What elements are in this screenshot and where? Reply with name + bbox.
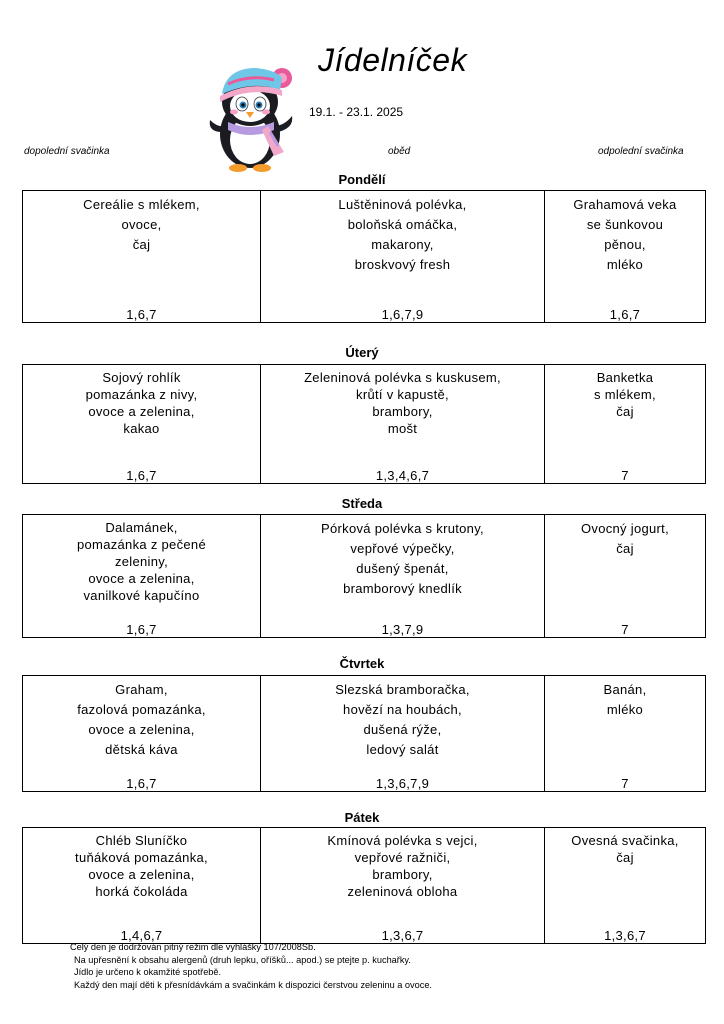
day-menu-table xyxy=(22,827,706,944)
allergen-codes: 1,3,6,7,9 xyxy=(375,776,430,791)
allergen-codes: 1,3,7,9 xyxy=(381,622,424,637)
menu-item: Cereálie s mlékem, xyxy=(83,197,200,212)
menu-item: horká čokoláda xyxy=(95,884,188,899)
page-title: Jídelníček xyxy=(318,42,468,78)
menu-item: Graham, xyxy=(115,682,168,697)
menu-item: brambory, xyxy=(372,867,433,882)
day-label: Pondělí xyxy=(338,172,386,187)
afternoon-cell xyxy=(545,191,706,323)
menu-item: čaj xyxy=(616,541,634,556)
morning-cell xyxy=(23,828,261,944)
allergen-codes: 1,6,7 xyxy=(126,468,157,483)
table-row xyxy=(23,365,706,484)
menu-item: vanilkové kapučíno xyxy=(83,588,200,603)
menu-item: Grahamová veka xyxy=(573,197,677,212)
morning-cell xyxy=(23,365,261,484)
allergen-codes: 1,6,7 xyxy=(126,622,157,637)
footer-note: Každý den mají děti k přesnídávkám a svačinkám k dispozici čerstvou zeleninu a ovoce. xyxy=(74,979,432,990)
afternoon-cell xyxy=(545,365,706,484)
allergen-codes: 7 xyxy=(621,468,629,483)
menu-item: Ovocný jogurt, xyxy=(580,521,669,536)
menu-item: dětská káva xyxy=(105,742,178,757)
allergen-codes: 1,3,6,7 xyxy=(604,928,646,943)
day-menu-table xyxy=(22,675,706,792)
table-row xyxy=(23,515,706,638)
menu-item: ovoce, xyxy=(121,217,162,232)
menu-item: Banán, xyxy=(603,682,647,697)
menu-item: vepřové ražniči, xyxy=(354,850,451,865)
menu-item: broskvový fresh xyxy=(354,257,451,272)
day-menu-table xyxy=(22,364,706,484)
day-label: Úterý xyxy=(345,345,379,360)
table-row xyxy=(23,828,706,944)
menu-item: dušený špenát, xyxy=(356,561,449,576)
menu-item: Slezská bramboračka, xyxy=(335,682,470,697)
menu-item: makarony, xyxy=(371,237,434,252)
allergen-codes: 1,3,4,6,7 xyxy=(375,468,430,483)
menu-item: Pórková polévka s krutony, xyxy=(321,521,484,536)
menu-item: čaj xyxy=(616,404,634,419)
day-label: Středa xyxy=(341,496,383,511)
menu-item: mošt xyxy=(387,421,418,436)
menu-item: tuňáková pomazánka, xyxy=(75,850,208,865)
menu-item: vepřové výpečky, xyxy=(350,541,455,556)
menu-item: ovoce a zelenina, xyxy=(88,867,195,882)
date-range: 19.1. - 23.1. 2025 xyxy=(309,105,404,119)
menu-item: ovoce a zelenina, xyxy=(88,571,195,586)
allergen-codes: 1,6,7 xyxy=(609,307,641,322)
menu-item: čaj xyxy=(616,850,634,865)
menu-item: Sojový rohlík xyxy=(102,370,181,385)
afternoon-cell xyxy=(545,515,706,638)
menu-item: čaj xyxy=(132,237,151,252)
menu-item: bramborový knedlík xyxy=(343,581,462,596)
menu-item: ovoce a zelenina, xyxy=(88,404,195,419)
column-header-afternoon-snack: odpolední svačinka xyxy=(598,146,684,157)
allergen-codes: 1,4,6,7 xyxy=(120,928,163,943)
allergen-codes: 7 xyxy=(621,776,629,791)
allergen-codes: 1,6,7 xyxy=(126,307,157,322)
menu-item: Dalamánek, xyxy=(105,520,178,535)
day-label: Čtvrtek xyxy=(339,656,385,671)
menu-item: zeleniny, xyxy=(114,554,169,569)
lunch-cell xyxy=(261,365,545,484)
menu-item: Ovesná svačinka, xyxy=(571,833,679,848)
day-menu-table xyxy=(22,514,706,638)
day-label: Pátek xyxy=(344,810,380,825)
morning-cell xyxy=(23,676,261,792)
lunch-cell xyxy=(261,515,545,638)
table-row xyxy=(23,191,706,323)
menu-item: se šunkovou xyxy=(586,217,664,232)
morning-cell xyxy=(23,515,261,638)
menu-item: kakao xyxy=(123,421,160,436)
menu-item: Kmínová polévka s vejci, xyxy=(327,833,478,848)
menu-item: pomazánka z pečené xyxy=(77,537,206,552)
footer-note: Jídlo je určeno k okamžité spotřebě. xyxy=(74,967,222,977)
footer-note: Celý den je dodržován pitný režim dle vyhlášky 107/2008Sb. xyxy=(70,942,316,952)
allergen-codes: 1,3,6,7 xyxy=(381,928,424,943)
footer-notes xyxy=(70,941,432,991)
morning-cell xyxy=(23,191,261,323)
lunch-cell xyxy=(261,676,545,792)
afternoon-cell xyxy=(545,676,706,792)
table-row xyxy=(23,676,706,792)
menu-item: dušená rýže, xyxy=(363,722,442,737)
menu-item: krůtí v kapustě, xyxy=(356,387,449,402)
menu-item: ovoce a zelenina, xyxy=(88,722,195,737)
penguin-illustration xyxy=(204,62,300,174)
menu-item: zeleninová obloha xyxy=(347,884,458,899)
menu-item: ledový salát xyxy=(366,742,439,757)
menu-item: Chléb Sluníčko xyxy=(95,833,188,848)
allergen-codes: 1,6,7,9 xyxy=(381,307,424,322)
column-header-lunch: oběd xyxy=(388,146,411,157)
allergen-codes: 7 xyxy=(621,622,629,637)
lunch-cell xyxy=(261,191,545,323)
column-header-morning-snack: dopolední svačinka xyxy=(24,146,110,157)
menu-item: Zeleninová polévka s kuskusem, xyxy=(304,370,501,385)
menu-item: mléko xyxy=(606,257,644,272)
menu-item: Banketka xyxy=(596,370,654,385)
menu-item: brambory, xyxy=(372,404,433,419)
menu-item: fazolová pomazánka, xyxy=(77,702,206,717)
menu-item: boloňská omáčka, xyxy=(347,217,458,232)
menu-item: pěnou, xyxy=(604,237,646,252)
menu-item: s mlékem, xyxy=(594,387,656,402)
lunch-cell xyxy=(261,828,545,944)
footer-note: Na upřesnění k obsahu alergenů (druh lepku, oříšků... apod.) se ptejte p. kuchařky. xyxy=(74,954,411,965)
menu-item: pomazánka z nivy, xyxy=(85,387,198,402)
menu-item: Luštěninová polévka, xyxy=(338,197,467,212)
afternoon-cell xyxy=(545,828,706,944)
day-menu-table xyxy=(22,190,706,323)
menu-item: hovězí na houbách, xyxy=(343,702,462,717)
menu-item: mléko xyxy=(606,702,644,717)
allergen-codes: 1,6,7 xyxy=(126,776,157,791)
